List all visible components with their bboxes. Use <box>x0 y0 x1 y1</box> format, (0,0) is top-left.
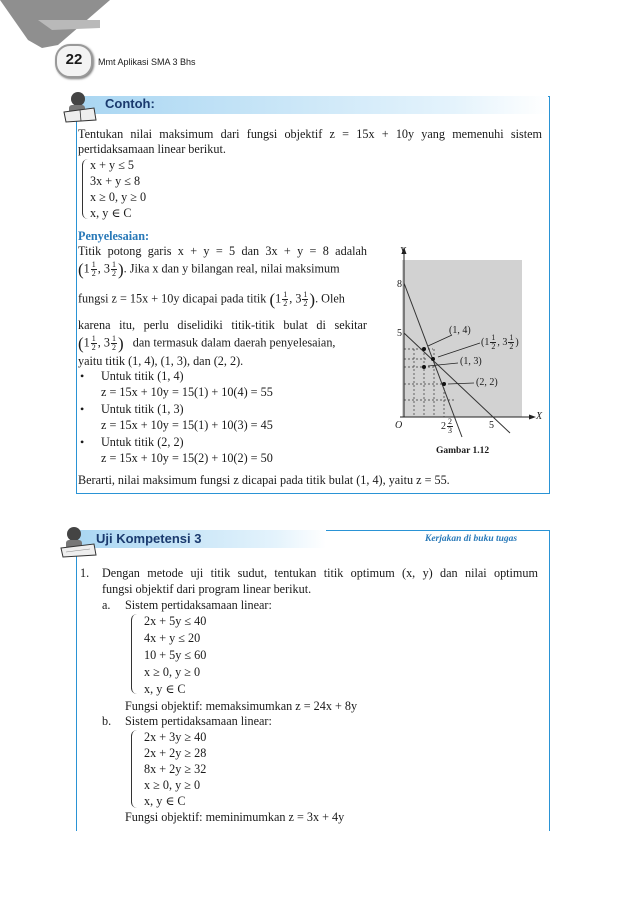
q1-number: 1. <box>80 566 90 580</box>
fig-x-label: X <box>536 411 543 422</box>
solution-line-2: (1 $\frac{1}{2}$ , 3 $\frac{1}{2}$ ). Jika x dan y bilangan real, nilai maksimum <box>78 260 340 279</box>
solution-label: Penyelesaian: <box>78 229 150 243</box>
sol-line-5-text: dan termasuk dalam daerah penyelesaian, <box>132 335 336 350</box>
bullet-3-calc: z = 15x + 10y = 15(2) + 10(2) = 50 <box>101 451 273 465</box>
contoh-system-3: x ≥ 0, y ≥ 0 <box>90 190 147 204</box>
point-1-4 <box>422 347 426 351</box>
contoh-system-brace <box>82 159 88 219</box>
bullet-1-dot: • <box>80 369 85 383</box>
q1b-system-5: x, y ∈ C <box>144 794 186 808</box>
reading-student-icon <box>60 90 100 124</box>
fig-y-label: Y <box>400 246 406 257</box>
point-1-3 <box>422 365 426 369</box>
q1b-system-1: 2x + 3y ≥ 40 <box>144 730 207 744</box>
conclusion: Berarti, nilai maksimum fungsi z dicapai pada titik bulat (1, 4), yaitu z = 55. <box>78 473 450 487</box>
sol-frac-b: $\frac{1}{2}$ <box>111 260 116 278</box>
contoh-title: Contoh: <box>105 96 155 111</box>
bullet-1-title: Untuk titik (1, 4) <box>101 369 184 383</box>
book-title: Mmt Aplikasi SMA 3 Bhs <box>98 57 196 67</box>
fig-tick-x-frac: 2 $\frac{2}{3}$ <box>441 417 452 435</box>
contoh-intro-line-2: pertidaksamaan linear berikut. <box>78 142 226 156</box>
fig-label-1-3: (1, 3) <box>460 356 482 367</box>
solution-line-5: (1 $\frac{1}{2}$ , 3 $\frac{1}{2}$ ) dan termasuk dalam daerah penyelesaian, <box>78 334 336 353</box>
fig-origin: O <box>395 420 403 431</box>
point-intersection <box>431 357 435 361</box>
fig-label-intersection: (1 $\frac{1}{2}$ , 3 $\frac{1}{2}$ ) <box>481 333 519 351</box>
sol-frac-a: $\frac{1}{2}$ <box>91 260 96 278</box>
q1b-system-3: 8x + 2y ≥ 32 <box>144 762 207 776</box>
contoh-system-2: 3x + y ≤ 8 <box>90 174 141 188</box>
contoh-intro-line-1: Tentukan nilai maksimum dari fungsi objektif z = 15x + 10y yang memenuhi sistem <box>78 127 542 141</box>
bullet-3-dot: • <box>80 435 85 449</box>
q1b-system-2: 2x + 2y ≥ 28 <box>144 746 207 760</box>
x-axis-arrow <box>529 415 536 420</box>
q1a-title: Sistem pertidaksamaan linear: <box>125 598 272 612</box>
q1a-label: a. <box>102 598 111 612</box>
bullet-3-title: Untuk titik (2, 2) <box>101 435 184 449</box>
fig-tick-y5: 5 <box>397 328 402 339</box>
fig-label-1-4: (1, 4) <box>449 325 471 336</box>
bullet-2-calc: z = 15x + 10y = 15(1) + 10(3) = 45 <box>101 418 273 432</box>
solution-line-6: yaitu titik (1, 4), (1, 3), dan (2, 2). <box>78 354 244 368</box>
q1-line-1: Dengan metode uji titik sudut, tentukan titik optimum (x, y) dan nilai optimum <box>102 566 538 580</box>
contoh-system-4: x, y ∈ C <box>90 206 132 220</box>
q1a-system-4: x ≥ 0, y ≥ 0 <box>144 665 201 679</box>
sol-line-3-end: . Oleh <box>315 291 345 306</box>
q1b-label: b. <box>102 714 112 728</box>
fig-tick-y8: 8 <box>397 279 402 290</box>
contoh-system-1: x + y ≤ 5 <box>90 158 135 172</box>
q1a-system-1: 2x + 5y ≤ 40 <box>144 614 207 628</box>
q1b-brace <box>131 730 137 808</box>
uji-title: Uji Kompetensi 3 <box>96 531 202 546</box>
sol-int-a: 1 <box>83 261 90 276</box>
solution-line-1: Titik potong garis x + y = 5 dan 3x + y = 8 adalah <box>78 244 367 258</box>
q1a-system-5: x, y ∈ C <box>144 682 186 696</box>
bullet-1-calc: z = 15x + 10y = 15(1) + 10(4) = 55 <box>101 385 273 399</box>
fig-tick-x5: 5 <box>489 420 494 431</box>
bullet-2-dot: • <box>80 402 85 416</box>
solution-line-3: fungsi z = 15x + 10y dicapai pada titik (1 $\frac{1}{2}$ , 3 $\frac{1}{2}$ ). Oleh <box>78 290 345 309</box>
fig-caption: Gambar 1.12 <box>436 446 490 456</box>
q1-line-2: fungsi objektif dari program linear berikut. <box>102 582 312 596</box>
fig-label-2-2: (2, 2) <box>476 377 498 388</box>
uji-note: Kerjakan di buku tugas <box>425 534 518 544</box>
bullet-2-title: Untuk titik (1, 3) <box>101 402 184 416</box>
sol-line-2-text: . Jika x dan y bilangan real, nilai maksimum <box>123 261 340 276</box>
q1a-system-2: 4x + y ≤ 20 <box>144 631 201 645</box>
q1a-system-3: 10 + 5y ≤ 60 <box>144 648 207 662</box>
q1b-objective: Fungsi objektif: meminimumkan z = 3x + 4y <box>125 810 345 824</box>
point-2-2 <box>442 382 446 386</box>
sol-line-3-text: fungsi z = 15x + 10y dicapai pada titik <box>78 291 267 306</box>
sol-int-b: 3 <box>103 261 110 276</box>
q1b-title: Sistem pertidaksamaan linear: <box>125 714 272 728</box>
writing-student-icon <box>58 524 100 558</box>
q1b-system-4: x ≥ 0, y ≥ 0 <box>144 778 201 792</box>
q1a-brace <box>131 614 137 694</box>
page-number: 22 <box>65 51 83 68</box>
figure-graph <box>392 245 547 445</box>
solution-line-4: karena itu, perlu diselidiki titik-titik bulat di sekitar <box>78 318 367 332</box>
q1a-objective: Fungsi objektif: memaksimumkan z = 24x + 8y <box>125 699 358 713</box>
